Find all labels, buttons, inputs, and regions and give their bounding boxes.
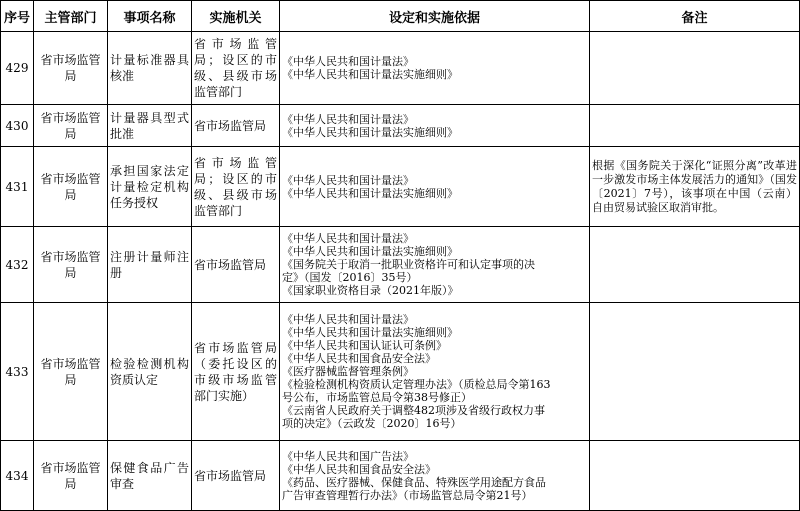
legal-basis-line: 定》（国发〔2016〕35号） [282,271,418,284]
item-name-cell: 保健食品广告审查 [108,441,192,511]
serial-no-cell: 430 [1,105,34,147]
legal-basis-line: 项的决定》（云政发〔2020〕16号） [282,417,462,430]
legal-basis-line: 《国务院关于取消一批职业资格许可和认定事项的决 [282,258,535,271]
serial-no-cell: 431 [1,147,34,227]
legal-basis-line: 《药品、医疗器械、保健食品、特殊医学用途配方食品 [282,475,546,489]
department-cell: 省市场监管局 [34,303,108,441]
legal-basis-line: 广告审查管理暂行办法》（市场监管总局令第21号） [282,488,533,502]
legal-basis-line: 《中华人民共和国计量法》 [282,55,414,68]
agency-cell: 省市场监管局 [192,227,280,303]
legal-basis-line: 《国家职业资格目录（2021年版）》 [282,284,459,297]
remarks-cell [590,303,800,441]
table-row [1,147,800,227]
remarks-cell [590,441,800,511]
item-name-cell: 计量标准器具核准 [108,32,192,105]
table-row [1,105,800,147]
header-department: 主管部门 [34,1,108,32]
department-cell: 省市场监管局 [34,105,108,147]
header-legal-basis: 设定和实施依据 [280,1,590,32]
legal-basis-line: 《中华人民共和国食品安全法》 [282,352,436,365]
table-row [1,227,800,303]
legal-basis-line: 号公布，市场监管总局令第38号修正） [282,391,472,404]
remarks-cell [590,105,800,147]
agency-cell: 省市场监管局 [192,105,280,147]
serial-no-cell: 434 [1,441,34,511]
serial-no-cell: 429 [1,32,34,105]
legal-basis-line: 《中华人民共和国食品安全法》 [282,462,436,476]
legal-basis-line: 《中华人民共和国计量法》 [282,112,414,126]
item-name-cell: 计量器具型式批准 [108,105,192,147]
legal-basis-cell [280,441,590,511]
legal-basis-line: 《中华人民共和国计量法实施细则》 [282,186,458,200]
legal-basis-line: 《中华人民共和国计量法实施细则》 [282,68,458,81]
legal-basis-line: 《中华人民共和国认证认可条例》 [282,339,447,352]
table-row [1,303,800,441]
legal-basis-line: 《检验检测机构资质认定管理办法》（质检总局令第163 [282,378,551,391]
legal-basis-line: 《中华人民共和国计量法实施细则》 [282,326,458,339]
agency-cell: 省市场监管局；设区的市级、县级市场监管部门 [192,32,280,105]
legal-basis-cell [280,105,590,147]
legal-basis-cell [280,227,590,303]
legal-basis-line: 《中华人民共和国广告法》 [282,449,414,463]
agency-cell: 省市场监管局；设区的市级、县级市场监管部门 [192,147,280,227]
header-row [1,1,800,32]
legal-basis-line: 《医疗器械监督管理条例》 [282,365,414,378]
header-serial-no: 序号 [1,1,34,32]
serial-no-cell: 432 [1,227,34,303]
header-implementing-agency: 实施机关 [192,1,280,32]
table-row [1,441,800,511]
remarks-cell: 根据《国务院关于深化“证照分离”改革进一步激发市场主体发展活力的通知》（国发〔2021〕7号），该事项在中国（云南）自由贸易试验区取消审批。 [590,147,800,227]
item-name-cell: 检验检测机构资质认定 [108,303,192,441]
item-name-cell: 承担国家法定计量检定机构任务授权 [108,147,192,227]
remarks-cell [590,32,800,105]
legal-basis-line: 《中华人民共和国计量法》 [282,173,414,187]
header-remarks: 备注 [590,1,800,32]
department-cell: 省市场监管局 [34,32,108,105]
legal-basis-cell [280,303,590,441]
agency-cell: 省市场监管局（委托设区的市级市场监管部门实施） [192,303,280,441]
serial-no-cell: 433 [1,303,34,441]
table-row [1,32,800,105]
department-cell: 省市场监管局 [34,147,108,227]
remarks-cell [590,227,800,303]
legal-basis-line: 《云南省人民政府关于调整482项涉及省级行政权力事 [282,404,545,417]
legal-basis-line: 《中华人民共和国计量法实施细则》 [282,125,458,139]
item-name-cell: 注册计量师注册 [108,227,192,303]
legal-basis-cell [280,147,590,227]
legal-basis-line: 《中华人民共和国计量法》 [282,232,414,245]
department-cell: 省市场监管局 [34,227,108,303]
header-item-name: 事项名称 [108,1,192,32]
agency-cell: 省市场监管局 [192,441,280,511]
legal-basis-line: 《中华人民共和国计量法》 [282,313,414,326]
legal-basis-cell [280,32,590,105]
department-cell: 省市场监管局 [34,441,108,511]
legal-basis-line: 《中华人民共和国计量法实施细则》 [282,245,458,258]
